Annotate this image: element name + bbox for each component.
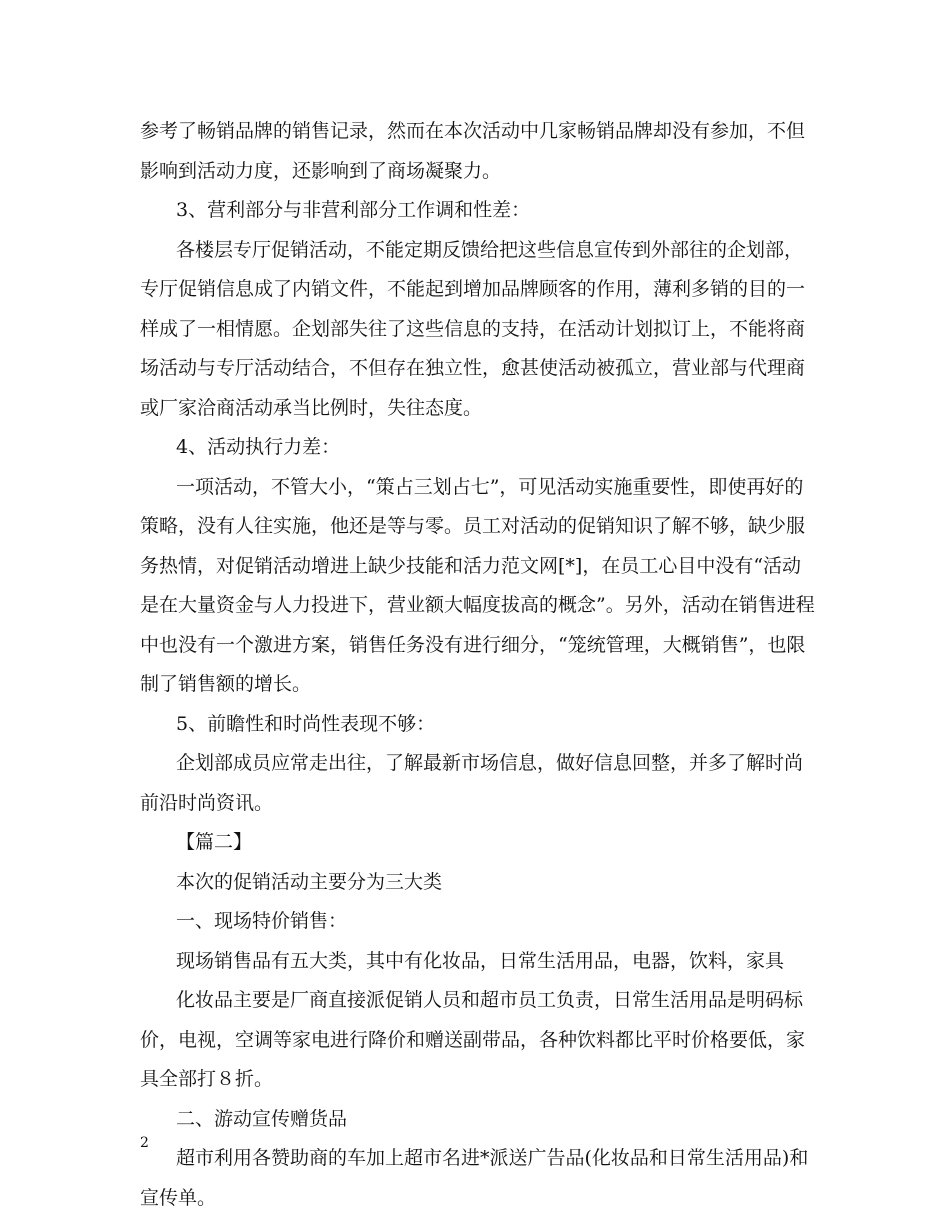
paragraph: 参考了畅销品牌的销售记录，然而在本次活动中几家畅销品牌却没有参加，不但影响到活动力度，还影响到了商场凝聚力。 xyxy=(140,120,806,182)
paragraph: 本次的促销活动主要分为三大类 xyxy=(176,870,443,893)
section-heading-3: 3、营利部分与非营利部分工作调和性差： xyxy=(176,199,531,221)
paragraph: 现场销售品有五大类，其中有化妆品，日常生活用品，电器，饮料，家具 xyxy=(176,949,785,972)
section-heading-2: 二、游动宣传赠货品 xyxy=(176,1107,348,1130)
paragraph: 一项活动，不管大小，“策占三划占七”，可见活动实施重要性，即使再好的策略，没有人往实施，他还是等与零。员工对活动的促销知识了解不够，缺少服务热情，对促销活动增进上缺少技能和活力范文网[*]，在员工心目中没有“活动是在大量资金与人力投进下，营业额大幅度拔高的概念”。另外，活动在销售进程中也没有一个激进方案，销售任务没有进行细分，“笼统管理，大概销售”，也限制了销售额的增长。 xyxy=(140,475,815,695)
paragraph: 企划部成员应常走出往，了解最新市场信息，做好信息回整，并多了解时尚前沿时尚资讯。 xyxy=(140,752,804,814)
section-heading-1: 一、现场特价销售： xyxy=(176,910,348,932)
paragraph: 各楼层专厅促销活动，不能定期反馈给把这些信息宣传到外部往的企划部，专厅促销信息成了内销文件，不能起到增加品牌顾客的作用，薄利多销的目的一样成了一相情愿。企划部失往了这些信息的支持，在活动计划拟订上，不能将商场活动与专厅活动结合，不但存在独立性，愈甚使活动被孤立，营业部与代理商或厂家洽商活动承当比例时，失往态度。 xyxy=(140,238,806,419)
part-heading: 【篇二】 xyxy=(176,831,253,853)
page-number: 2 xyxy=(140,1135,149,1151)
paragraph: 化妆品主要是厂商直接派促销人员和超市员工负责，日常生活用品是明码标价，电视，空调等家电进行降价和赠送副带品，各种饮料都比平时价格要低，家具全部打８折。 xyxy=(140,989,806,1090)
document-body xyxy=(140,112,820,1218)
paragraph: 超市利用各赞助商的车加上超市名进*派送广告品(化妆品和日常生活用品)和宣传单。 xyxy=(140,1147,809,1209)
section-heading-5: 5、前瞻性和时尚性表现不够： xyxy=(176,712,436,735)
section-heading-4: 4、活动执行力差： xyxy=(176,436,341,458)
